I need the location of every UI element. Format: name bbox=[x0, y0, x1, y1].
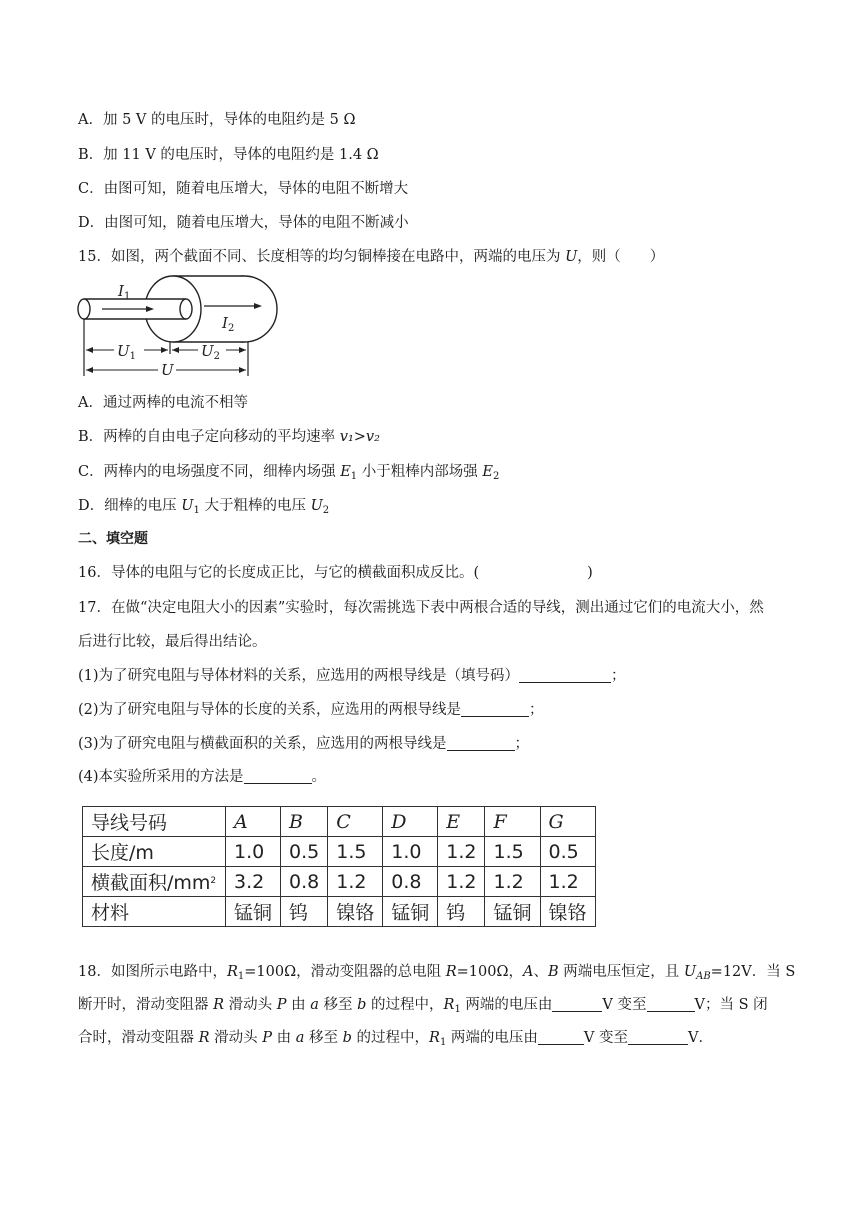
table-cell: 镍铬 bbox=[328, 897, 383, 927]
voltage-label-u: U bbox=[161, 361, 174, 379]
table-cell: 钨 bbox=[438, 897, 485, 927]
section-title-fill-in: 二、填空题 bbox=[78, 531, 148, 547]
q18-line3: 合时，滑动变阻器 R 滑动头 P 由 a 移至 b 的过程中，$R_1$ 两端的电压由 V 变至 V． bbox=[78, 1030, 713, 1048]
table-cell: 1.2 bbox=[485, 867, 540, 897]
table-cell: 3.2 bbox=[226, 867, 281, 897]
table-cell: 钨 bbox=[281, 897, 328, 927]
table-cell: 1.2 bbox=[540, 867, 595, 897]
q18-line2: 断开时，滑动变阻器 R 滑动头 P 由 a 移至 b 的过程中，$R_1$ 两端的电压由 V 变至 V；当 S 闭 bbox=[78, 997, 768, 1015]
q14-option-d: D．由图可知，随着电压增大，导体的电阻不断减小 bbox=[78, 215, 409, 231]
q15-option-d: D．细棒的电压 $U_1$ 大于粗棒的电压 $U_2$ bbox=[78, 498, 330, 516]
q14-option-a: A．加 5 V 的电压时，导体的电阻约是 5 Ω bbox=[78, 112, 356, 128]
current-label-i1: $I_1$ bbox=[118, 282, 131, 302]
q17-stem-line2: 后进行比较，最后得出结论。 bbox=[78, 634, 267, 650]
row-header: 材料 bbox=[83, 897, 226, 927]
table-cell: A bbox=[226, 807, 281, 837]
q18-blank-3[interactable] bbox=[538, 1029, 584, 1045]
table-cell: 0.5 bbox=[281, 837, 328, 867]
table-cell: D bbox=[383, 807, 438, 837]
q17-blank-2[interactable] bbox=[461, 701, 529, 717]
copper-rods-figure bbox=[74, 270, 289, 382]
q18-blank-4[interactable] bbox=[628, 1029, 688, 1045]
row-header: 导线号码 bbox=[83, 807, 226, 837]
table-cell: 锰铜 bbox=[383, 897, 438, 927]
table-cell: 0.8 bbox=[383, 867, 438, 897]
q18-blank-1[interactable] bbox=[552, 996, 602, 1012]
table-cell: 1.2 bbox=[328, 867, 383, 897]
q17-part2: (2)为了研究电阻与导体的长度的关系，应选用的两根导线是 ； bbox=[78, 702, 544, 718]
wire-data-table bbox=[82, 806, 596, 927]
table-row bbox=[83, 807, 596, 837]
row-header: 长度/m bbox=[83, 837, 226, 867]
table-cell: F bbox=[485, 807, 540, 837]
table-cell: 1.2 bbox=[438, 867, 485, 897]
q17-part3: (3)为了研究电阻与横截面积的关系，应选用的两根导线是 ； bbox=[78, 736, 530, 752]
q17-part1: (1)为了研究电阻与导体材料的关系，应选用的两根导线是（填号码） ； bbox=[78, 668, 626, 684]
q17-blank-4[interactable] bbox=[244, 768, 312, 784]
table-cell: B bbox=[281, 807, 328, 837]
table-cell: 1.0 bbox=[383, 837, 438, 867]
table-cell: 0.5 bbox=[540, 837, 595, 867]
q15-option-c: C．两棒内的电场强度不同，细棒内场强 $E_1$ 小于粗棒内部场强 $E_2$ bbox=[78, 464, 500, 482]
q14-option-b: B．加 11 V 的电压时，导体的电阻约是 1.4 Ω bbox=[78, 147, 379, 163]
voltage-label-u1: $U_1$ bbox=[117, 342, 137, 362]
q17-stem-line1: 17．在做“决定电阻大小的因素”实验时，每次需挑选下表中两根合适的导线，测出通过它们的电流大小，然 bbox=[78, 600, 764, 616]
table-cell: E bbox=[438, 807, 485, 837]
table-cell: 1.5 bbox=[485, 837, 540, 867]
q17-blank-3[interactable] bbox=[447, 735, 515, 751]
table-cell: 锰铜 bbox=[485, 897, 540, 927]
current-label-i2: $I_2$ bbox=[222, 314, 235, 334]
table-cell: C bbox=[328, 807, 383, 837]
q16-statement: 16．导体的电阻与它的长度成正比，与它的横截面积成反比。( ) bbox=[78, 565, 593, 581]
q15-option-a: A．通过两棒的电流不相等 bbox=[78, 395, 248, 411]
table-cell: 镍铬 bbox=[540, 897, 595, 927]
q18-line1: 18．如图所示电路中，$R_1=100\Omega$，滑动变阻器的总电阻 R=100Ω，A、B 两端电压恒定，且 $U_{AB}=12V$．当 S bbox=[78, 964, 796, 982]
q15-stem: 15．如图，两个截面不同、长度相等的均匀铜棒接在电路中，两端的电压为 U，则（ ） bbox=[78, 249, 665, 265]
table-cell: 锰铜 bbox=[226, 897, 281, 927]
table-cell: 1.0 bbox=[226, 837, 281, 867]
table-cell: G bbox=[540, 807, 595, 837]
q17-part4: (4)本实验所采用的方法是 。 bbox=[78, 769, 327, 785]
q14-option-c: C．由图可知，随着电压增大，导体的电阻不断增大 bbox=[78, 181, 409, 197]
table-row bbox=[83, 867, 596, 897]
q18-blank-2[interactable] bbox=[647, 996, 695, 1012]
voltage-label-u2: $U_2$ bbox=[201, 342, 221, 362]
table-cell: 1.2 bbox=[438, 837, 485, 867]
q15-option-b: B．两棒的自由电子定向移动的平均速率 v₁>v₂ bbox=[78, 429, 380, 445]
row-header: 横截面积$/mm^2$ bbox=[83, 867, 226, 897]
table-cell: 1.5 bbox=[328, 837, 383, 867]
table-row bbox=[83, 837, 596, 867]
q17-blank-1[interactable] bbox=[519, 667, 611, 683]
table-row bbox=[83, 897, 596, 927]
table-cell: 0.8 bbox=[281, 867, 328, 897]
